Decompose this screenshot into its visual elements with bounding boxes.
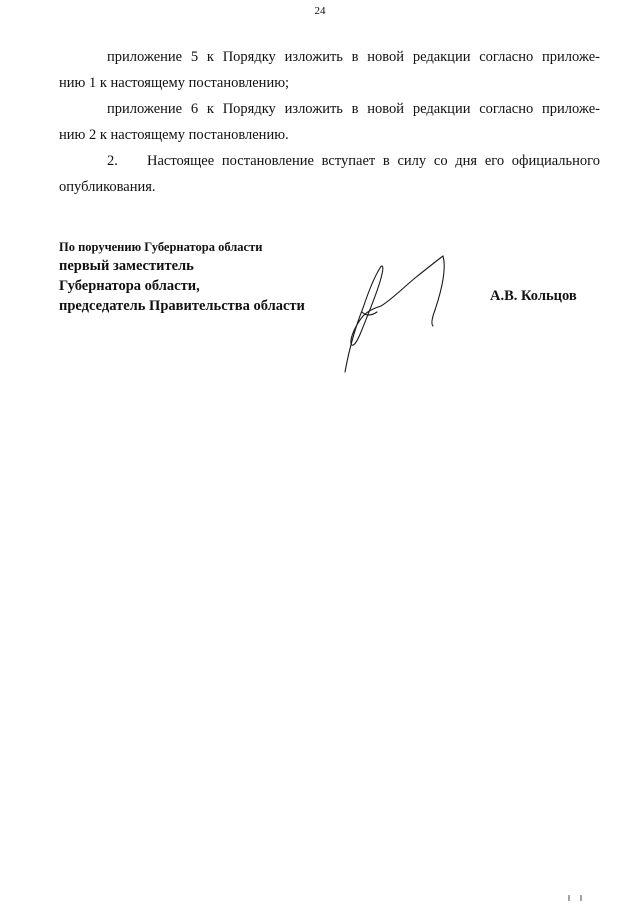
paragraph-line: приложение 6 к Порядку изложить в новой редакции согласно приложе-	[107, 101, 600, 117]
paragraph-line: нию 1 к настоящему постановлению;	[59, 75, 290, 91]
paragraph-effective-date	[59, 148, 600, 200]
signer-name: А.В. Кольцов	[490, 288, 577, 304]
paragraph-line: нию 2 к настоящему постановлению.	[59, 127, 289, 143]
paragraph-number: 2.	[107, 153, 118, 169]
handwritten-signature	[335, 250, 465, 375]
signature-block	[59, 238, 305, 316]
paragraph-line: опубликования.	[59, 179, 156, 195]
paragraph-appendix-5	[59, 44, 600, 96]
signature-line-mandate: По поручению Губернатора области	[59, 240, 263, 254]
signature-line-position: первый заместитель	[59, 258, 194, 274]
paragraph-line: приложение 5 к Порядку изложить в новой редакции согласно приложе-	[107, 49, 600, 65]
paragraph-appendix-6	[59, 96, 600, 148]
paragraph-line-numbered	[59, 148, 600, 174]
scan-marks	[566, 893, 586, 903]
page-number: 24	[314, 5, 326, 17]
signature-line-position: Губернатора области,	[59, 278, 200, 294]
paragraph-line: Настоящее постановление вступает в силу со дня его официального	[147, 153, 600, 169]
signature-line-position: председатель Правительства области	[59, 298, 305, 314]
